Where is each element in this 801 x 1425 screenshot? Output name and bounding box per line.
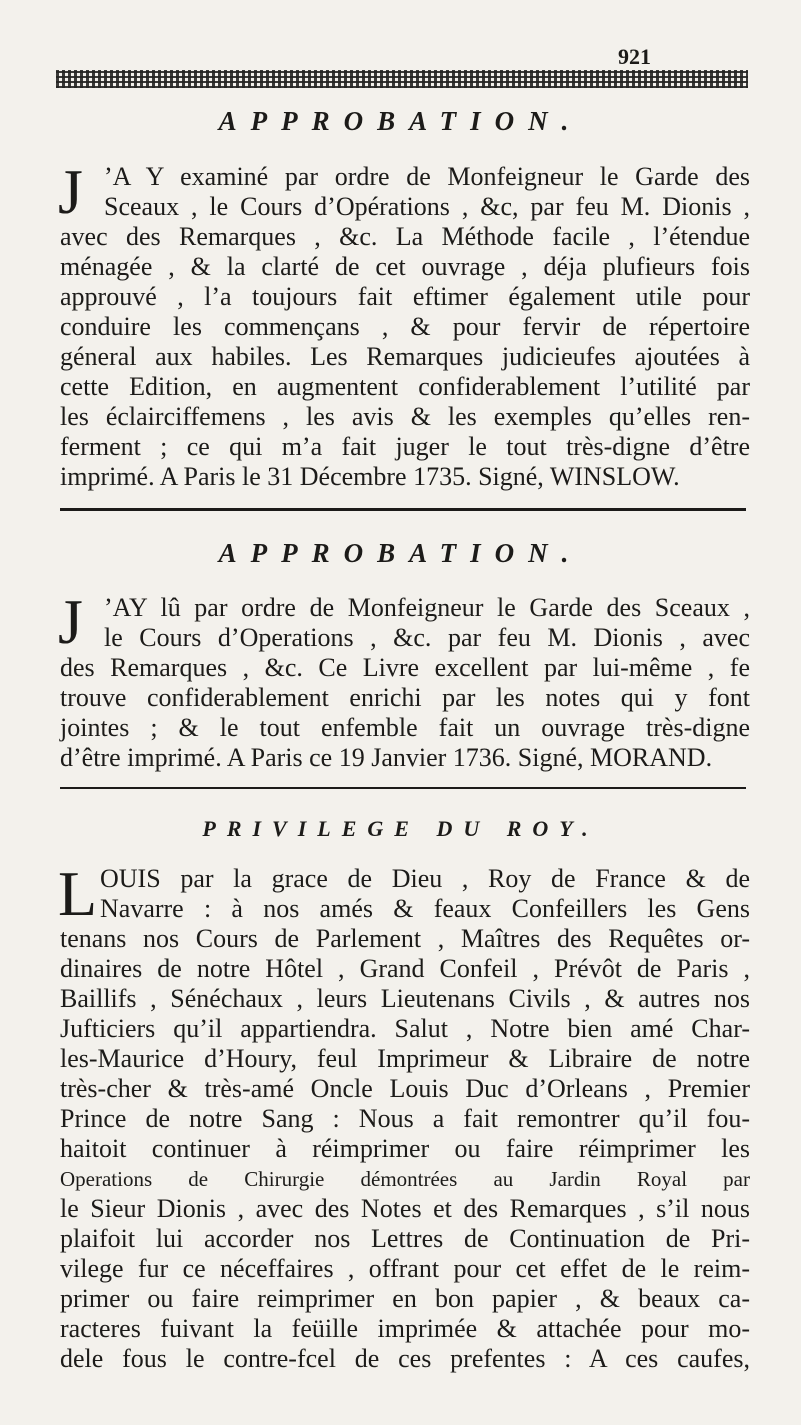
- text-line: ’AY lû par ordre de Monfeigneur le Garde des Sceaux ,: [104, 593, 750, 622]
- text-line: imprimé. A Paris le 31 Décembre 1735. Signé, WINSLOW.: [60, 462, 680, 491]
- text-line: dele fous le contre-fcel de ces prefentes : A ces caufes,: [60, 1344, 750, 1373]
- privilege-heading: PRIVILEGE DU ROY.: [202, 816, 599, 841]
- text-line: ménagée , & la clarté de cet ouvrage , déja plufieurs fois: [60, 252, 750, 281]
- text-line: très-cher & très-amé Oncle Louis Duc d’Orleans , Premier: [60, 1074, 750, 1103]
- text-line: Sceaux , le Cours d’Opérations , &c, par feu M. Dionis ,: [104, 192, 750, 221]
- text-line: les éclairciffemens , les avis & les exemples qu’elles ren-: [60, 402, 750, 431]
- approbation-text-2: [60, 593, 750, 773]
- text-line: ’A Y examiné par ordre de Monfeigneur le Garde des: [104, 162, 750, 191]
- dropcap-l: L: [58, 858, 98, 929]
- text-line: dinaires de notre Hôtel , Grand Confeil , Prévôt de Paris ,: [60, 954, 750, 983]
- printer-ornament-band: [56, 70, 748, 88]
- text-line: jointes ; & le tout enfemble fait un ouvrage très-digne: [60, 713, 750, 742]
- text-line: le Cours d’Operations , &c. par feu M. Dionis , avec: [104, 623, 750, 652]
- text-line: approuvé , l’a toujours fait eftimer également utile pour: [60, 282, 750, 311]
- text-line: géneral aux habiles. Les Remarques judicieufes ajoutées à: [60, 342, 750, 371]
- text-line: Baillifs , Sénéchaux , leurs Lieutenans Civils , & autres nos: [60, 984, 750, 1013]
- text-line: OUIS par la grace de Dieu , Roy de France & de: [100, 864, 750, 893]
- privilege-text: [58, 858, 750, 1374]
- text-line: plaifoit lui accorder nos Lettres de Continuation de Pri-: [60, 1224, 750, 1253]
- text-line: Navarre : à nos amés & feaux Confeillers les Gens: [100, 894, 750, 923]
- text-line: primer ou faire reimprimer en bon papier , & beaux ca-: [60, 1284, 750, 1313]
- text-line: Jufticiers qu’il appartiendra. Salut , Notre bien amé Char-: [60, 1014, 750, 1043]
- section-rule-1: [60, 508, 746, 511]
- text-line: racteres fuivant la feüille imprimée & attachée pour mo-: [60, 1314, 750, 1343]
- section-rule-2: [60, 787, 746, 789]
- text-line: haitoit continuer à réimprimer ou faire réimprimer les: [60, 1134, 750, 1163]
- text-line: d’être imprimé. A Paris ce 19 Janvier 1736. Signé, MORAND.: [60, 743, 713, 772]
- approbation-heading-2: APPROBATION.: [218, 538, 583, 568]
- text-line: conduire les commençans , & pour fervir de répertoire: [60, 312, 750, 341]
- dropcap-j-2: J: [58, 586, 83, 657]
- text-line: avec des Remarques , &c. La Méthode facile , l’étendue: [60, 222, 750, 251]
- page-number: 921: [618, 44, 651, 69]
- text-line: des Remarques , &c. Ce Livre excellent par lui-même , fe: [60, 653, 750, 682]
- text-line: tenans nos Cours de Parlement , Maîtres des Requêtes or-: [60, 924, 750, 953]
- approbation-text-1: [58, 156, 750, 492]
- text-line: le Sieur Dionis , avec des Notes et des Remarques , s’il nous: [60, 1194, 750, 1223]
- dropcap-j-1: J: [58, 156, 83, 227]
- text-line: vilege fur ce néceffaires , offrant pour cet effet de le reim-: [60, 1254, 750, 1283]
- text-line: les-Maurice d’Houry, feul Imprimeur & Libraire de notre: [60, 1044, 750, 1073]
- text-line: Operations de Chirurgie démontrées au Jardin Royal par: [60, 1167, 750, 1191]
- approbation-heading-1: APPROBATION.: [218, 106, 583, 136]
- text-line: Prince de notre Sang : Nous a fait remontrer qu’il fou-: [60, 1104, 750, 1133]
- text-line: trouve confiderablement enrichi par les notes qui y font: [60, 683, 750, 712]
- text-line: cette Edition, en augmentent confiderablement l’utilité par: [60, 372, 750, 401]
- text-line: ferment ; ce qui m’a fait juger le tout très-digne d’être: [60, 432, 750, 461]
